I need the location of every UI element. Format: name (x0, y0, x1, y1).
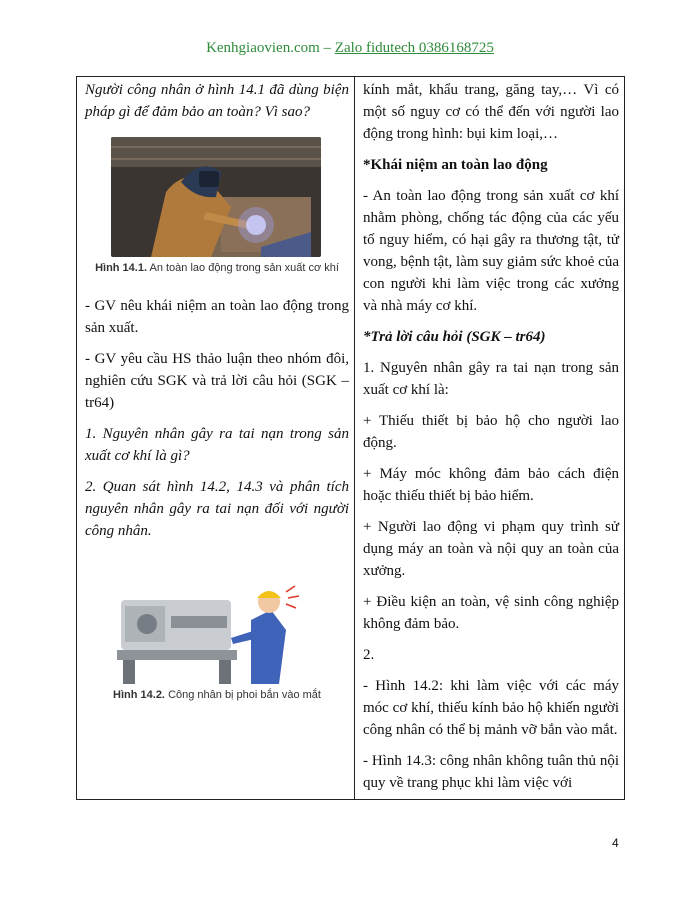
answer-text-4: + Thiếu thiết bị bảo hộ cho người lao động. (363, 413, 619, 451)
figure-caption-14-2 (85, 688, 349, 702)
question-text: Người công nhân ở hình 14.1 đã dùng biện pháp gì để đảm bảo an toàn? Vì sao? (85, 82, 349, 120)
answer-text-7: + Điều kiện an toàn, vệ sinh công nghiệp không đảm bảo. (363, 594, 619, 632)
left-column (85, 79, 349, 702)
answer-text-8: 2. (363, 647, 375, 663)
answer-text-3: 1. Nguyên nhân gây ra tai nạn trong sản xuất cơ khí là: (363, 360, 619, 398)
header-separator: – (323, 40, 332, 56)
figure-caption-text-14-1: An toàn lao động trong sản xuất cơ khí (149, 262, 339, 274)
question-2: 2. Quan sát hình 14.2, 14.3 và phân tích nguyên nhân gây ra tai nạn đối với người công nhân. (85, 479, 349, 539)
lesson-table (76, 76, 625, 800)
figure-caption-14-1 (85, 261, 349, 275)
lathe-photo (111, 580, 321, 684)
answer-text-10: - Hình 14.3: công nhân không tuân thủ nội quy về trang phục khi làm việc với (363, 753, 619, 791)
answer-text-1: kính mắt, khẩu trang, găng tay,… Vì có một số nguy cơ có thể đến với người lao động trong hình: bụi kim loại,… (363, 82, 619, 142)
answer-text-9: - Hình 14.2: khi làm việc với các máy móc cơ khí, thiếu kính bảo hộ khiến người công nhân có thể bị mảnh vỡ bắn vào mắt. (363, 678, 619, 738)
answer-text-6: + Người lao động vi phạm quy trình sử dụng máy an toàn và nội quy an toàn của xưởng. (363, 519, 619, 579)
page-header (0, 40, 700, 57)
figure-label-14-2: Hình 14.2. (113, 689, 165, 701)
page-number: 4 (612, 836, 619, 850)
question-1: 1. Nguyên nhân gây ra tai nạn trong sản xuất cơ khí là gì? (85, 426, 349, 464)
teacher-concept-text: - GV nêu khái niệm an toàn lao động trong sản xuất. (85, 298, 349, 336)
answer-heading: *Trả lời câu hỏi (SGK – tr64) (363, 329, 546, 345)
right-column (363, 79, 619, 794)
concept-text: - An toàn lao động trong sản xuất cơ khí nhằm phòng, chống tác động của các yếu tố nguy hiểm, có hại gây ra thương tật, tử vong, bệnh tật, làm suy giảm sức khoẻ của con người khi làm việc trong các xưởng và nhà máy cơ khí. (363, 188, 619, 314)
concept-heading: *Khái niệm an toàn lao động (363, 157, 548, 173)
answer-text-5: + Máy móc không đảm bảo cách điện hoặc thiếu thiết bị bảo hiểm. (363, 466, 619, 504)
site-link[interactable]: Kenhgiaovien.com (206, 40, 320, 56)
figure-label-14-1: Hình 14.1. (95, 262, 148, 274)
column-divider (354, 77, 355, 799)
teacher-task-text: - GV yêu cầu HS thảo luận theo nhóm đôi, nghiên cứu SGK và trả lời câu hỏi (SGK – tr64) (85, 351, 349, 411)
zalo-link[interactable]: Zalo fidutech 0386168725 (334, 40, 494, 56)
welding-photo (111, 137, 321, 257)
figure-caption-text-14-2: Công nhân bị phoi bắn vào mắt (168, 689, 321, 701)
